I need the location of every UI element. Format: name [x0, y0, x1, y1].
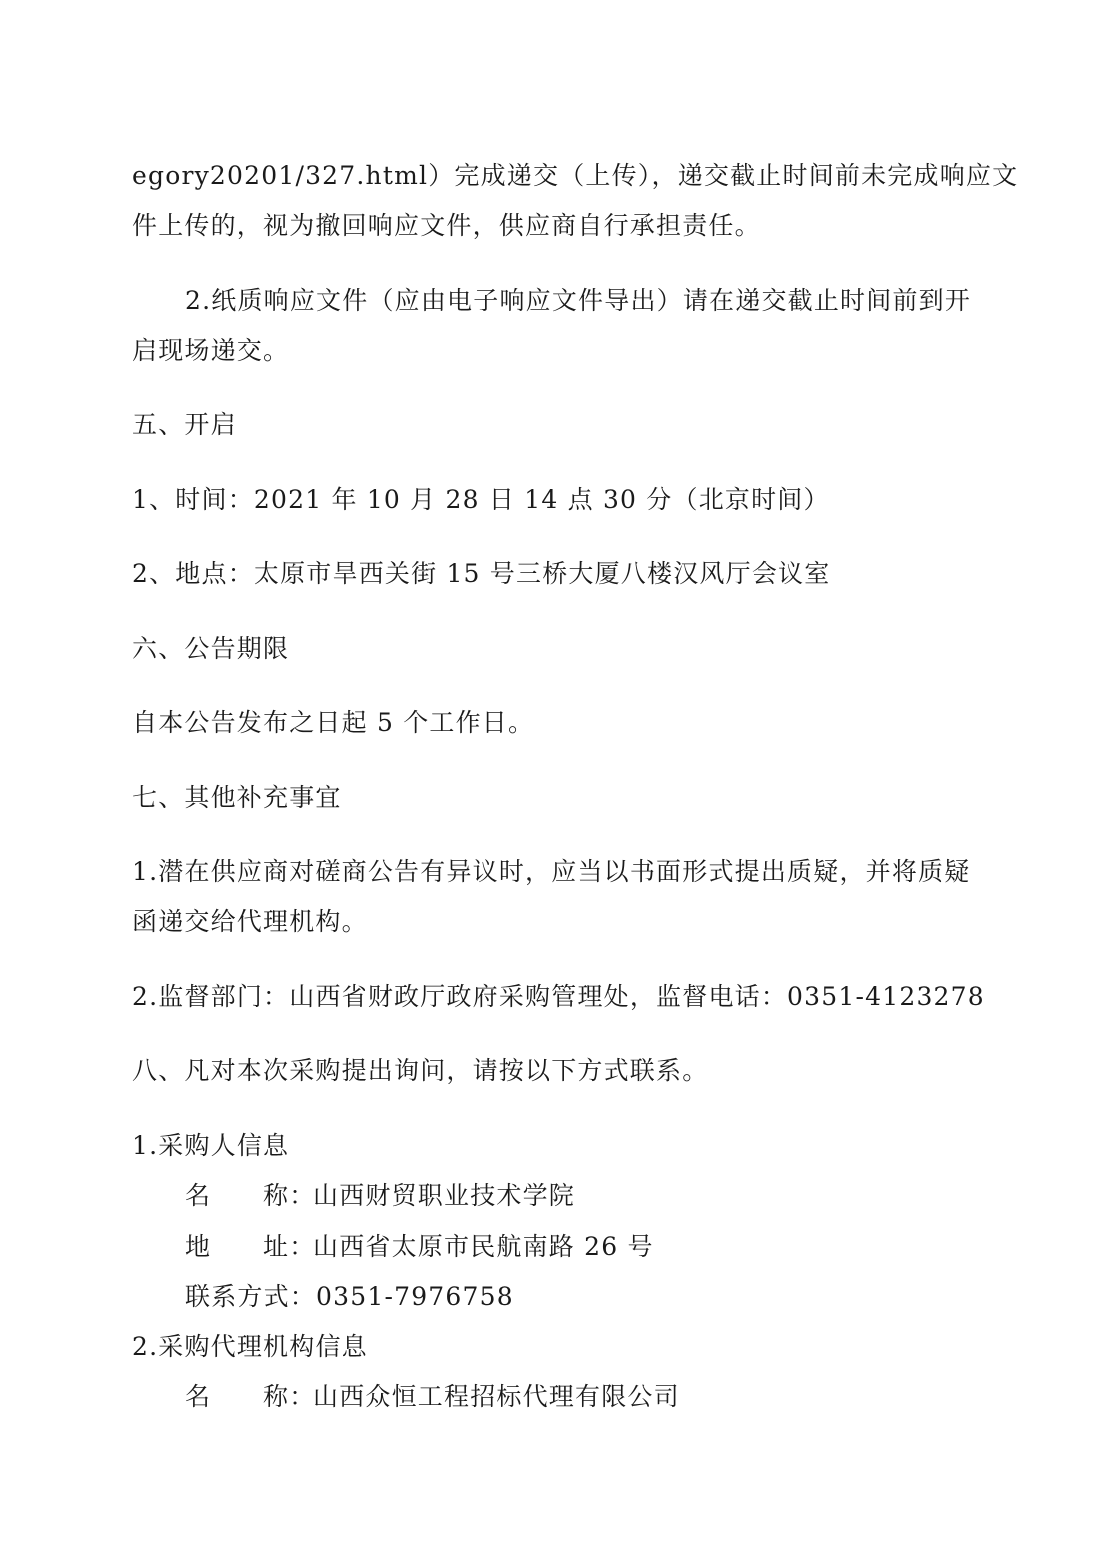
buyer-name-row — [185, 1181, 575, 1211]
opening-time: 1、时间：2021 年 10 月 28 日 14 点 30 分（北京时间） — [132, 485, 830, 514]
buyer-name-value: 山西财贸职业技术学院 — [313, 1181, 576, 1210]
buyer-contact-label: 联系方式： — [185, 1282, 317, 1311]
paragraph-line: 启现场递交。 — [132, 336, 290, 365]
section-heading: 五、开启 — [132, 410, 237, 439]
paragraph-line: 件上传的，视为撤回响应文件，供应商自行承担责任。 — [132, 211, 761, 240]
section-heading: 六、公告期限 — [132, 634, 290, 663]
agency-name-row — [185, 1382, 680, 1412]
buyer-info-title: 1.采购人信息 — [132, 1131, 290, 1160]
agency-name-label: 名 称： — [185, 1382, 316, 1411]
section-heading: 八、凡对本次采购提出询问，请按以下方式联系。 — [132, 1056, 709, 1085]
paragraph-line: 函递交给代理机构。 — [132, 907, 368, 936]
buyer-address-label: 地 址： — [185, 1232, 316, 1261]
buyer-name-label: 名 称： — [185, 1181, 316, 1210]
paragraph-line: 1.潜在供应商对磋商公告有异议时，应当以书面形式提出质疑，并将质疑 — [132, 857, 971, 886]
section-heading: 七、其他补充事宜 — [132, 783, 342, 812]
supervision-info: 2.监督部门：山西省财政厅政府采购管理处，监督电话：0351-4123278 — [132, 982, 985, 1011]
opening-place: 2、地点：太原市旱西关街 15 号三桥大厦八楼汉风厅会议室 — [132, 559, 831, 588]
buyer-contact-row — [185, 1282, 514, 1312]
agency-info-title: 2.采购代理机构信息 — [132, 1332, 368, 1361]
buyer-address-row — [185, 1232, 654, 1262]
paragraph-line: 2.纸质响应文件（应由电子响应文件导出）请在递交截止时间前到开 — [185, 286, 972, 315]
buyer-contact-value: 0351-7976758 — [316, 1282, 514, 1311]
notice-period: 自本公告发布之日起 5 个工作日。 — [132, 708, 535, 737]
paragraph-line: egory20201/327.html）完成递交（上传），递交截止时间前未完成响应文 — [132, 161, 1019, 190]
buyer-address-value: 山西省太原市民航南路 26 号 — [313, 1232, 654, 1261]
agency-name-value: 山西众恒工程招标代理有限公司 — [313, 1382, 680, 1411]
